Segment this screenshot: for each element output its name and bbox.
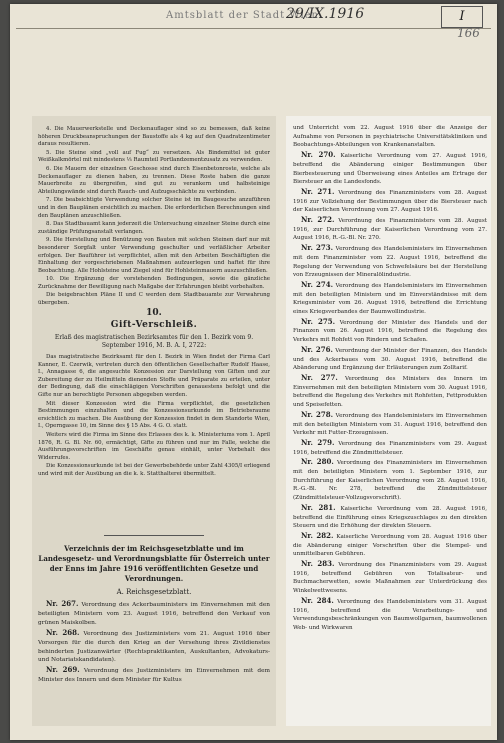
entry-number: Nr. 279. [301, 437, 335, 447]
section-body [38, 354, 270, 529]
list-heading: Verzeichnis der im Reichsgesetzblatte und im Landesgesetz- und Verordnungsblatte für Österreich unter der Enns im Jahre 1916 veröffentlichten Gesetze und Verordnungen. [38, 544, 270, 583]
entry-number: Nr. 283. [301, 559, 335, 569]
continuation-text: und Unterricht vom 22. August 1916 über die Anzeige der Aufnahme von Personen in psychiatrische Universitätskliniken und Beobachtungs-Abteilungen von Krankenanstalten. [293, 125, 487, 149]
entry-text: Verordnung des Finanzministers vom 29. August 1916, betreffend die Zündmittelsteuer. [293, 440, 487, 456]
paragraph: 5. Die Steine sind „voll auf Fug“ zu versetzen. Als Bindemittel ist guter Weißkalkmörtel mit mindestens ⅓ Raumteil Portlandzementzusatz zu verwenden. [38, 149, 270, 164]
paragraph: 8. Das Stadtbauamt kann jederzeit die Untersuchung einzelner Steine durch eine zuständige Prüfungsanstalt verlangen. [38, 221, 270, 235]
entry-text: Verordnung des Finanzministers im Einvernehmen mit den beteiligten Ministern vom 1. September 1916, zur Durchführung der Kaiserlichen Verordnung vom 28. August 1916, R.-G.-Bl. Nr. 278, betreffend die Zündmittelsteuer (Zündmittelsteuer-Vollzugsvorschrift). [293, 460, 487, 502]
entry-text: Verordnung des Justizministers im Einvernehmen mit dem Minister des Innern und dem Minister für Kultus [38, 668, 271, 684]
entry-text: Verordnung der Minister des Handels und der Finanzen vom 26. August 1916, betreffend die Regelung des Verkehrs mit Rohfett von Rindern und Schafen. [293, 319, 488, 344]
pencil-number: 166 [457, 26, 480, 40]
list-item [293, 216, 487, 243]
list-item [293, 532, 487, 559]
list-item [293, 151, 487, 187]
entry-text: Verordnung des Finanzministers vom 29. August 1916, betreffend Gebühren von Totalisateur- und Buchmacherwetten, sowie Maßnahmen zur Unterdrückung des Winkelwettwesens. [293, 562, 487, 595]
masthead: Amtsblatt der Stadt Wien [166, 10, 319, 21]
list-item [293, 346, 487, 373]
list-item [293, 504, 487, 531]
entry-text: Verordnung des Handelsministers im Einvernehmen mit den beteiligten Ministern und im Einverständnisse mit dem Kriegsminister vom 26. August 1916, betreffend die Errichtung eines Kriegsverbandes der Baumwollindustrie. [293, 282, 487, 316]
list-item [293, 281, 487, 317]
list-item [293, 188, 487, 215]
list-item [293, 318, 487, 345]
entry-text: Kaiserliche Verordnung vom 28. August 1916, betreffend die Einführung eines Kriegszuschlages zu den direkten Steuern und die Erhöhung der direkten Steuern. [293, 505, 487, 530]
list-subheading: A. Reichsgesetzblatt. [116, 588, 192, 596]
entry-number: Nr. 267. [46, 599, 79, 608]
entry-number: Nr. 282. [301, 530, 334, 540]
paragraph: 9. Die Herstellung und Benützung von Bauten mit solchen Steinen darf nur mit besonderer Sorgfalt unter Verwendung geschulter und verläßlicher Arbeiter erfolgen. Der Bauführer ist verpflichtet, allen mit den Arbeiten Beschäftigten die Einhaltung der vorgeschriebenen Maßnahmen aufzuerlegen und haftet für ihre Beobachtung. Alle Hohlsteine und Ziegel sind für Hohlsteinmauern auszuschließen. [38, 237, 270, 274]
left-column [32, 116, 276, 726]
paragraph: 10. Die Ergänzung der vorstehenden Bedingungen, sowie die gänzliche Zurücknahme der Bewilligung nach Maßgabe der Erfahrungen bleibt vorbehalten. [38, 276, 270, 290]
entry-text: Kaiserliche Verordnung vom 27. August 1916, betreffend die Abänderung einiger Bestimmungen über Bierbesteuerung und Überweisung eines Anteiles am Ertrage der Biersteuer an die Landesfonds. [293, 153, 487, 186]
entry-text: Verordnung des Handelsministers im Einvernehmen mit den beteiligten Ministern vom 31. August 1916, betreffend den Verkehr mit Futter-Erzeugnissen. [293, 412, 487, 437]
paragraph: 6. Die Mauern der einzelnen Geschosse sind durch Eisenbetonroste, welche als Deckenauflager zu dienen haben, zu trennen. Diese Roste haben die ganze Mauerbreite zu übergreifen, sind gut zu verankern und halbsteinige Abteilungswände sind durch Rauch- und Aufzugsschächte zu verbinden. [38, 165, 270, 195]
list-item [293, 439, 487, 457]
box-mark: I [441, 6, 483, 28]
entry-number: Nr. 276. [301, 344, 333, 354]
divider [104, 535, 204, 536]
list-item [38, 629, 270, 666]
paragraph: Weiters wird die Firma im Sinne des Erlasses des k. k. Ministeriums vom 1. April 1876, R. G. Bl. Nr. 60, ermächtigt, Gifte zu führen und nur im Falle, welche die Ausführungsvorschriften im Geschäfte genau einhält, unter Vorbehalt des Widerrufes. [38, 431, 270, 461]
list-item [38, 666, 270, 685]
list-item [293, 374, 487, 410]
section-title: Gift-Verschleiß. [110, 320, 198, 330]
entry-text: Verordnung der Minister der Finanzen, des Handels und des Ackerbaues vom 30. August 1916, betreffend die Abänderung und Ergänzung der Erläuterungen zum Zolltarif. [293, 347, 488, 372]
entry-text: Verordnung des Justizministers vom 21. August 1916 über Vorsorgen für die durch den Krieg an der Versehung ihres Zivildienstes behinderten Justizanwärter (Rechtspraktikanten, Auskultanten, Advokaturs- und Notariatskandidaten). [38, 630, 271, 664]
paragraph: 7. Die beabsichtigte Verwendung solcher Steine ist im Baugesuche anzuführen und in den Bauplänen ersichtlich zu machen. Die erforderlichen Berechnungen sind den Bauplänen anzuschließen. [38, 197, 270, 219]
entry-number: Nr. 277. [301, 372, 338, 382]
document-sheet [10, 4, 497, 740]
right-column [286, 116, 491, 726]
entry-number: Nr. 272. [301, 215, 335, 225]
entry-number: Nr. 278. [301, 409, 334, 419]
entry-text: Kaiserliche Verordnung vom 28. August 1916 über die Abänderung einiger Vorschriften über die Stempel- und unmittelbaren Gebühren. [293, 533, 488, 558]
list-item [293, 458, 487, 503]
entry-number: Nr. 273. [301, 243, 334, 253]
list-item [293, 560, 487, 596]
entry-text: Verordnung des Ministers des Innern im Einvernehmen mit den beteiligten Ministern vom 30. August 1916, betreffend die Regelung des Verkehrs mit Rohfetten, Fettprodukten und Speisefetten. [293, 375, 487, 409]
entry-text: Verordnung des Finanzministers vom 28. August 1916 zur Vollziehung der Bestimmungen über die Biersteuer nach der Kaiserlichen Verordnung vom 27. August 1916. [293, 189, 487, 214]
entry-number: Nr. 280. [301, 457, 334, 467]
entry-number: Nr. 284. [301, 595, 334, 605]
entry-text: Verordnung des Handelsministers im Einvernehmen mit dem Finanzminister vom 22. August 1916, betreffend die Regelung der Verwendung von Schwefelsäure bei der Herstellung von Erzeugnissen der Mineralölindustrie. [293, 246, 487, 279]
date-stamp: 29/IX.1916 [286, 6, 365, 22]
entry-text: Verordnung des Handelsministers vom 31. August 1916, betreffend die Verarbeitungs- und Verwendungsbeschränkungen von Baumwollgarnen, baumwollenen Web- und Wirkwaren [293, 598, 487, 631]
entry-number: Nr. 275. [301, 316, 336, 326]
entry-number: Nr. 269. [46, 665, 80, 675]
entry-number: Nr. 271. [301, 186, 335, 196]
paragraph: Die beigebrachten Pläne II und C werden dem Stadtbauamte zur Verwahrung übergeben. [38, 292, 270, 307]
list-item [38, 600, 270, 628]
list-item [293, 244, 487, 280]
paragraph: Das magistratische Bezirksamt für den I. Bezirk in Wien findet der Firma Carl Kanner, E. Czerwik, vertreten durch den öffentlichen Gesellschafter Rudolf Haase, I., Annagasse 6, die angesuchte Konzession zur Darstellung von Giften und zur Zubereitung der zu Heilmitteln dienenden Stoffe und Präparate zu erteilen, unter der Bedingung, daß die einschlägigen Vorschriften genauestens befolgt und die Gifte nur an berechtigte Personen abgegeben werden. [38, 354, 270, 398]
entry-number: Nr. 270. [301, 150, 336, 160]
list-item [293, 411, 487, 438]
archive-header [16, 6, 491, 29]
entry-text: Verordnung des Finanzministers vom 28. August 1916, zur Durchführung der Kaiserlichen Verordnung vom 27. August 1916, R.-G.-Bl. Nr. 270. [293, 218, 487, 242]
entry-text: Verordnung des Ackerbauministers im Einvernehmen mit den beteiligten Ministern vom 23. August 1916, betreffend den Verkauf von grünen Maiskolben. [38, 602, 271, 626]
paragraph: Mit dieser Konzession wird die Firma verpflichtet, die gesetzlichen Bestimmungen einzuhalten und die Konzessionsurkunde im Betriebsraume ersichtlich zu machen. Die Ausübung der Konzession findet in dem Standorte Wien, I., Operngasse 10, im Sinne des § 15 Abs. 4 G. O. statt. [38, 400, 270, 430]
building-regulations [38, 126, 270, 307]
paragraph: 4. Die Mauerwerkstelle und Deckenauflager sind so zu bemessen, daß keine höheren Druckbeanspruchungen der Baustoffe als 4 kg auf den Quadratzentimeter daraus resultieren. [38, 126, 270, 148]
section-subtitle: Erlaß des magistratischen Bezirksamtes für den 1. Bezirk vom 9. September 1916, M. B. A. I, 2722: [54, 334, 254, 349]
entry-number: Nr. 274. [301, 279, 334, 289]
list-item [293, 597, 487, 633]
paragraph: Die Konzessionsurkunde ist bei der Gewerbebehörde unter Zahl 4305/I erliegend und wird mit der Ausübung an die k. k. Statthalterei übermittelt. [38, 463, 270, 477]
entry-number: Nr. 281. [301, 502, 336, 512]
entry-number: Nr. 268. [46, 627, 80, 637]
section-number: 10. [146, 308, 162, 318]
